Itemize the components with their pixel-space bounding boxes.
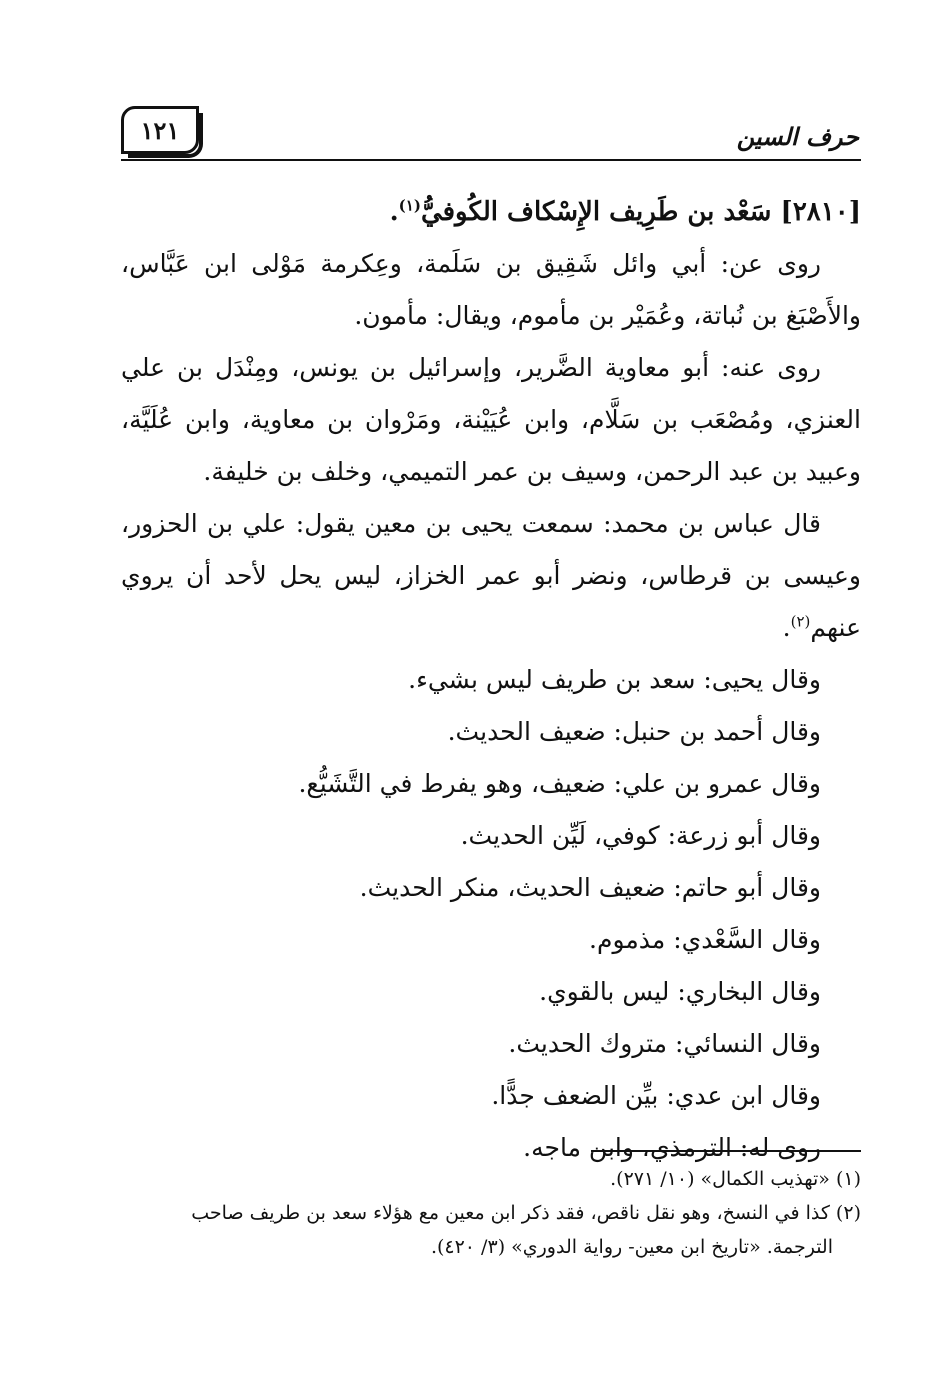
opinion-line: وقال ابن عدي: بيِّن الضعف جدًّا. [491, 1081, 821, 1110]
opinion-line: وقال أبو زرعة: كوفي، لَيِّن الحديث. [460, 821, 821, 850]
footnote-2-line-2: الترجمة. «تاريخ ابن معين- رواية الدوري» (٣/ ٤٢٠). [430, 1236, 833, 1258]
narrated-by-collections: روى له: الترمذي، وابن ماجه. [523, 1133, 821, 1162]
footnote-divider [591, 1150, 861, 1152]
page-number-box [121, 106, 199, 154]
entry-number: [٢٨١٠] [780, 197, 861, 227]
abbas-end: . [782, 613, 791, 642]
footnote-ref-2: (٢) [790, 612, 811, 631]
footnote-ref-1: (١) [398, 196, 421, 215]
opinion-line: وقال أحمد بن حنبل: ضعيف الحديث. [447, 717, 821, 746]
main-text [121, 186, 861, 1174]
footnotes [121, 1162, 861, 1264]
opinion-line: وقال يحيى: سعد بن طريف ليس بشيء. [408, 665, 821, 694]
narrated-from-text: روى عن: أبي وائل شَقِيق بن سَلَمة، وعِكرمة مَوْلى ابن عَبَّاس، والأَصْبَغ بن نُباتة، وعُمَيْر بن مأموم، ويقال: مأمون. [121, 249, 861, 330]
page-number: ١٢١ [140, 115, 180, 145]
running-title: حرف السين [736, 122, 859, 151]
footnote-2-line-1: (٢) كذا في النسخ، وهو نقل ناقص، فقد ذكر ابن معين مع هؤلاء سعد بن طريف صاحب [191, 1202, 861, 1224]
header-divider [121, 159, 861, 161]
abbas-paragraph [121, 498, 861, 654]
narrated-by-text: روى عنه: أبو معاوية الضَّرير، وإسرائيل بن يونس، ومِنْدَل بن علي العنزي، ومُصْعَب بن سَلَّام، وابن عُيَيْنة، ومَرْوان بن معاوية، وابن عُلَيَّة، وعبيد بن عبد الرحمن، وسيف بن عمر التميمي، وخلف بن خليفة. [121, 353, 861, 486]
opinion-line: وقال النسائي: متروك الحديث. [508, 1029, 821, 1058]
narrated-from-paragraph [121, 238, 861, 342]
abbas-text: قال عباس بن محمد: سمعت يحيى بن معين يقول: علي بن الحزور، وعيسى بن قرطاس، ونضر أبو عمر الخزاز، ليس يحل لأحد أن يروي عنهم [121, 509, 861, 642]
opinion-line: وقال البخاري: ليس بالقوي. [539, 977, 821, 1006]
footnote-1: (١) «تهذيب الكمال» (١٠/ ٢٧١). [610, 1168, 861, 1190]
entry-end: . [389, 197, 399, 227]
opinion-line: وقال عمرو بن علي: ضعيف، وهو يفرط في التَّشَيُّع. [298, 769, 821, 798]
entry-heading [121, 186, 861, 238]
entry-name: سَعْد بن طَرِيف الإِسْكاف الكُوفيُّ [420, 197, 772, 227]
narrated-by-paragraph [121, 342, 861, 498]
opinion-line: وقال السَّعْدي: مذموم. [589, 925, 821, 954]
opinion-line: وقال أبو حاتم: ضعيف الحديث، منكر الحديث. [359, 873, 821, 902]
